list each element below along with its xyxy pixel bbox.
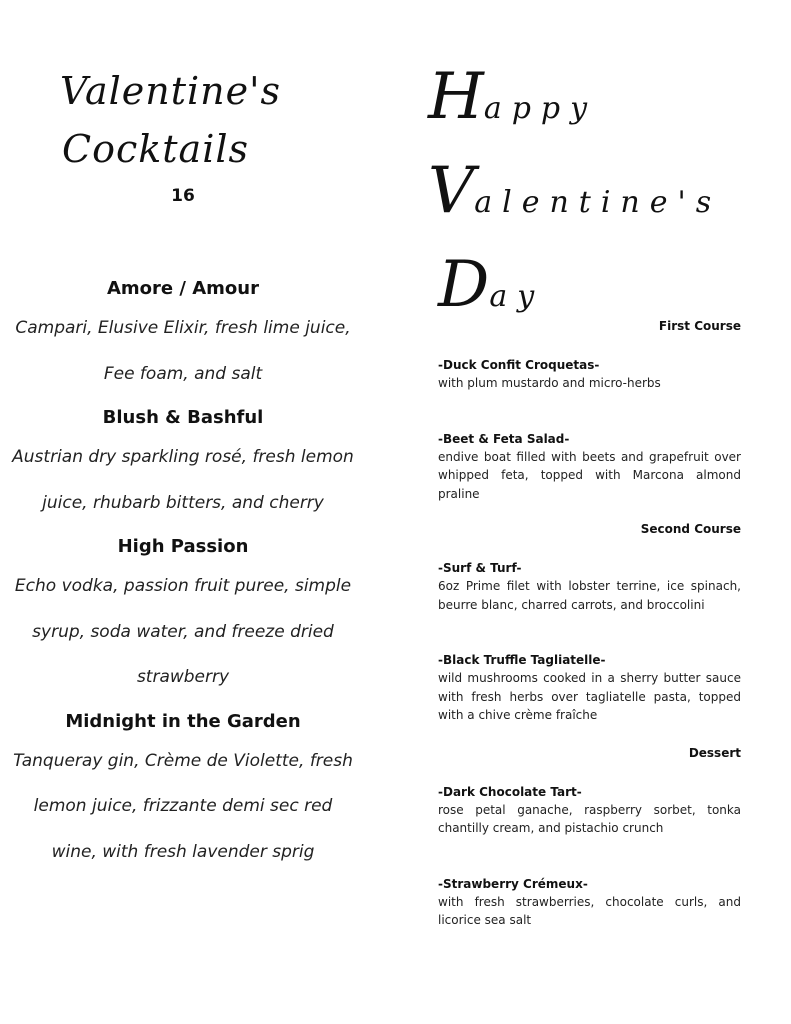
cocktail-name: Amore / Amour — [107, 278, 259, 299]
dish — [438, 875, 741, 930]
course-heading: Dessert — [688, 745, 741, 760]
dish-name: -Dark Chocolate Tart- — [438, 784, 582, 799]
dish-description: endive boat filled with beets and grapefruit over whipped feta, topped with Marcona almond praline — [438, 449, 741, 501]
dish-description: rose petal ganache, raspberry sorbet, tonka chantilly cream, and pistachio crunch — [438, 802, 741, 835]
cocktails-title-line2: Cocktails — [62, 127, 249, 171]
dish-name: -Surf & Turf- — [438, 561, 522, 575]
cocktail-description: Tanqueray gin, Crème de Violette, fresh lemon juice, frizzante demi sec red wine, with fresh lavender sprig — [13, 750, 353, 862]
dish-name: -Duck Confit Croquetas- — [438, 358, 600, 372]
menu-title-happy-initial: H — [428, 60, 484, 134]
dish-name: -Strawberry Crémeux- — [438, 876, 588, 891]
cocktail-description: Echo vodka, passion fruit puree, simple syrup, soda water, and freeze dried strawberry — [14, 576, 352, 687]
cocktail-name: Blush & Bashful — [102, 407, 264, 428]
dish — [438, 783, 741, 838]
dish — [438, 356, 741, 393]
menu-column — [428, 0, 741, 1024]
cocktails-price: 16 — [171, 186, 195, 206]
dish-name: -Black Truffle Tagliatelle- — [438, 653, 606, 667]
cocktail-description: Austrian dry sparkling rosé, fresh lemon juice, rhubarb bitters, and cherry — [12, 447, 354, 513]
cocktail-name: Midnight in the Garden — [65, 710, 301, 732]
cocktails-title — [60, 62, 300, 178]
menu-title-happy-rest: appy — [483, 91, 598, 126]
dish-description: wild mushrooms cooked in a sherry butter sauce with fresh herbs over tagliatelle pasta, topped with a chive crème fraîche — [438, 671, 741, 722]
dish — [438, 651, 741, 725]
dish — [438, 559, 741, 614]
dish-name: -Beet & Feta Salad- — [438, 431, 570, 446]
cocktails-title-line1: Valentine's — [60, 69, 282, 113]
menu-title-happy — [428, 56, 748, 150]
course-heading: First Course — [658, 319, 741, 333]
cocktail-item — [10, 530, 356, 701]
cocktail-list — [10, 272, 356, 879]
menu-body — [438, 318, 741, 930]
menu-title-day-initial: D — [438, 248, 490, 322]
cocktail-item — [10, 705, 356, 876]
cocktail-name: High Passion — [117, 536, 249, 557]
cocktail-item — [10, 272, 356, 397]
dish — [438, 430, 741, 504]
menu-title-day-rest: ay — [489, 279, 545, 314]
cocktail-description: Campari, Elusive Elixir, fresh lime juice, Fee foam, and salt — [15, 318, 351, 384]
menu-title-valentines — [428, 150, 748, 244]
dish-description: with plum mustardo and micro-herbs — [438, 376, 661, 390]
dish-description: 6oz Prime filet with lobster terrine, ice spinach, beurre blanc, charred carrots, and broccolini — [438, 579, 741, 612]
menu-title-valentines-initial: V — [428, 154, 475, 228]
cocktails-column — [0, 0, 366, 1024]
menu-title — [428, 56, 748, 338]
menu-title-valentines-rest: alentine's — [474, 185, 722, 220]
course-heading: Second Course — [640, 522, 741, 536]
dish-description: with fresh strawberries, chocolate curls, and licorice sea salt — [438, 894, 741, 927]
cocktail-item — [10, 401, 356, 526]
